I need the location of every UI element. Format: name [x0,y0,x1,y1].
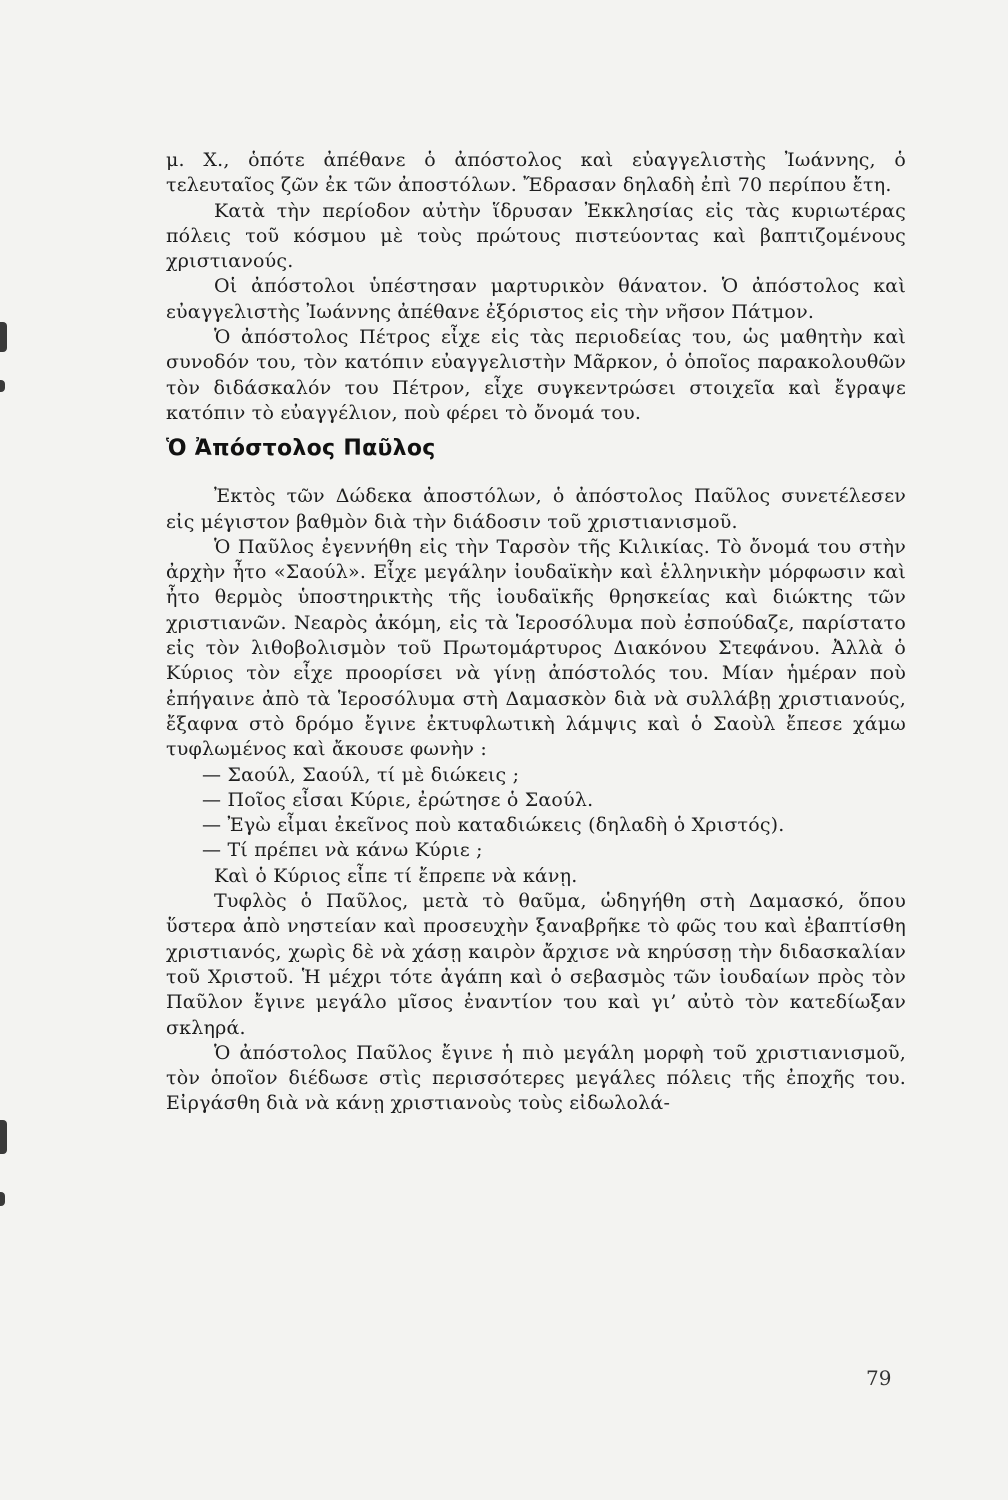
dialogue-line: — Ἐγὼ εἶμαι ἐκεῖνος ποὺ καταδιώκεις (δηλαδὴ ὁ Χριστός). [202,814,785,837]
section-heading: Ὁ Ἀπόστολος Παῦλος [166,436,436,462]
page-number: 79 [866,1366,892,1390]
binding-hole-mark [0,1120,7,1154]
body-text [166,148,906,1117]
paragraph: μ. Χ., ὁπότε ἀπέθανε ὁ ἀπόστολος καὶ εὐαγγελιστὴς Ἰωάννης, ὁ τελευταῖος ζῶν ἐκ τῶν ἀποστόλων. Ἔδρασαν δηλαδὴ ἐπὶ 70 περίπου ἔτη. [166,149,906,197]
paragraph: Ὁ Παῦλος ἐγεννήθη εἰς τὴν Ταρσὸν τῆς Κιλικίας. Τὸ ὄνομά του στὴν ἀρχὴν ἦτο «Σαούλ». Εἶχε μεγάλην ἰουδαϊκὴν καὶ ἑλληνικὴν μόρφωσιν καὶ ἦτο θερμὸς ὑποστηρικτὴς τῆς ἰουδαϊκῆς θρησκείας καὶ διώκτης τῶν χριστιανῶν. Νεαρὸς ἀκόμη, εἰς τὰ Ἱεροσόλυμα ποὺ ἐσπούδαζε, παρίστατο εἰς τὸν λιθοβολισμὸν τοῦ Πρωτομάρτυρος Διακόνου Στεφάνου. Ἀλλὰ ὁ Κύριος τὸν εἶχε προορίσει νὰ γίνῃ ἀπόστολός του. Μίαν ἡμέραν ποὺ ἐπήγαινε ἀπὸ τὰ Ἱεροσόλυμα στὴ Δαμασκὸν διὰ νὰ συλλάβῃ χριστιανούς, ἔξαφνα στὸ δρόμο ἔγινε ἐκτυφλωτικὴ λάμψις καὶ ὁ Σαοὺλ ἔπεσε χάμω τυφλωμένος καὶ ἄκουσε φωνὴν : [166,535,906,761]
paragraph: Τυφλὸς ὁ Παῦλος, μετὰ τὸ θαῦμα, ὡδηγήθη στὴ Δαμασκό, ὅπου ὕστερα ἀπὸ νηστείαν καὶ προσευχὴν ξαναβρῆκε τὸ φῶς του καὶ ἐβαπτίσθη χριστιανός, χωρὶς δὲ νὰ χάσῃ καιρὸν ἄρχισε νὰ κηρύσσῃ τὴν διδασκαλίαν τοῦ Χριστοῦ. Ἡ μέχρι τότε ἀγάπη καὶ ὁ σεβασμὸς τῶν ἰουδαίων πρὸς τὸν Παῦλον ἔγινε μεγάλο μῖσος ἐναντίον του καὶ γι’ αὐτὸ τὸν κατεδίωξαν σκληρά. [166,890,906,1039]
paragraph: Ὁ ἀπόστολος Πέτρος εἶχε εἰς τὰς περιοδείας του, ὡς μαθητὴν καὶ συνοδόν του, τὸν κατόπιν εὐαγγελιστὴν Μᾶρκον, ὁ ὁποῖος παρακολουθῶν τὸν διδάσκαλόν του Πέτρον, εἶχε συγκεντρώσει στοιχεῖα καὶ ἔγραψε κατόπιν τὸ εὐαγγέλιον, ποὺ φέρει τὸ ὄνομά του. [166,326,906,424]
binding-hole-mark [0,1192,5,1206]
dialogue-line: — Ποῖος εἶσαι Κύριε, ἐρώτησε ὁ Σαούλ. [202,788,594,811]
paragraph: Καὶ ὁ Κύριος εἶπε τί ἔπρεπε νὰ κάνῃ. [214,864,578,887]
paragraph: Ἐκτὸς τῶν Δώδεκα ἀποστόλων, ὁ ἀπόστολος Παῦλος συνετέλεσεν εἰς μέγιστον βαθμὸν διὰ τὴν διάδοσιν τοῦ χριστιανισμοῦ. [166,485,906,533]
binding-hole-mark [0,322,7,352]
paragraph: Οἱ ἀπόστολοι ὑπέστησαν μαρτυρικὸν θάνατον. Ὁ ἀπόστολος καὶ εὐαγγελιστὴς Ἰωάννης ἀπέθανε ἐξόριστος εἰς τὴν νῆσον Πάτμον. [166,275,906,323]
paragraph: Ὁ ἀπόστολος Παῦλος ἔγινε ἡ πιὸ μεγάλη μορφὴ τοῦ χριστιανισμοῦ, τὸν ὁποῖον διέδωσε στὶς περισσότερες μεγάλες πόλεις τῆς ἐποχῆς του. Εἰργάσθη διὰ νὰ κάνῃ χριστιανοὺς τοὺς εἰδωλολά- [166,1041,906,1115]
dialogue-line: — Τί πρέπει νὰ κάνω Κύριε ; [202,839,483,862]
paragraph: Κατὰ τὴν περίοδον αὐτὴν ἵδρυσαν Ἐκκλησίας εἰς τὰς κυριωτέρας πόλεις τοῦ κόσμου μὲ τοὺς πρώτους πιστεύοντας καὶ βαπτιζομένους χριστιανούς. [166,199,906,273]
binding-hole-mark [0,380,5,392]
dialogue-line: — Σαούλ, Σαούλ, τί μὲ διώκεις ; [202,763,520,786]
